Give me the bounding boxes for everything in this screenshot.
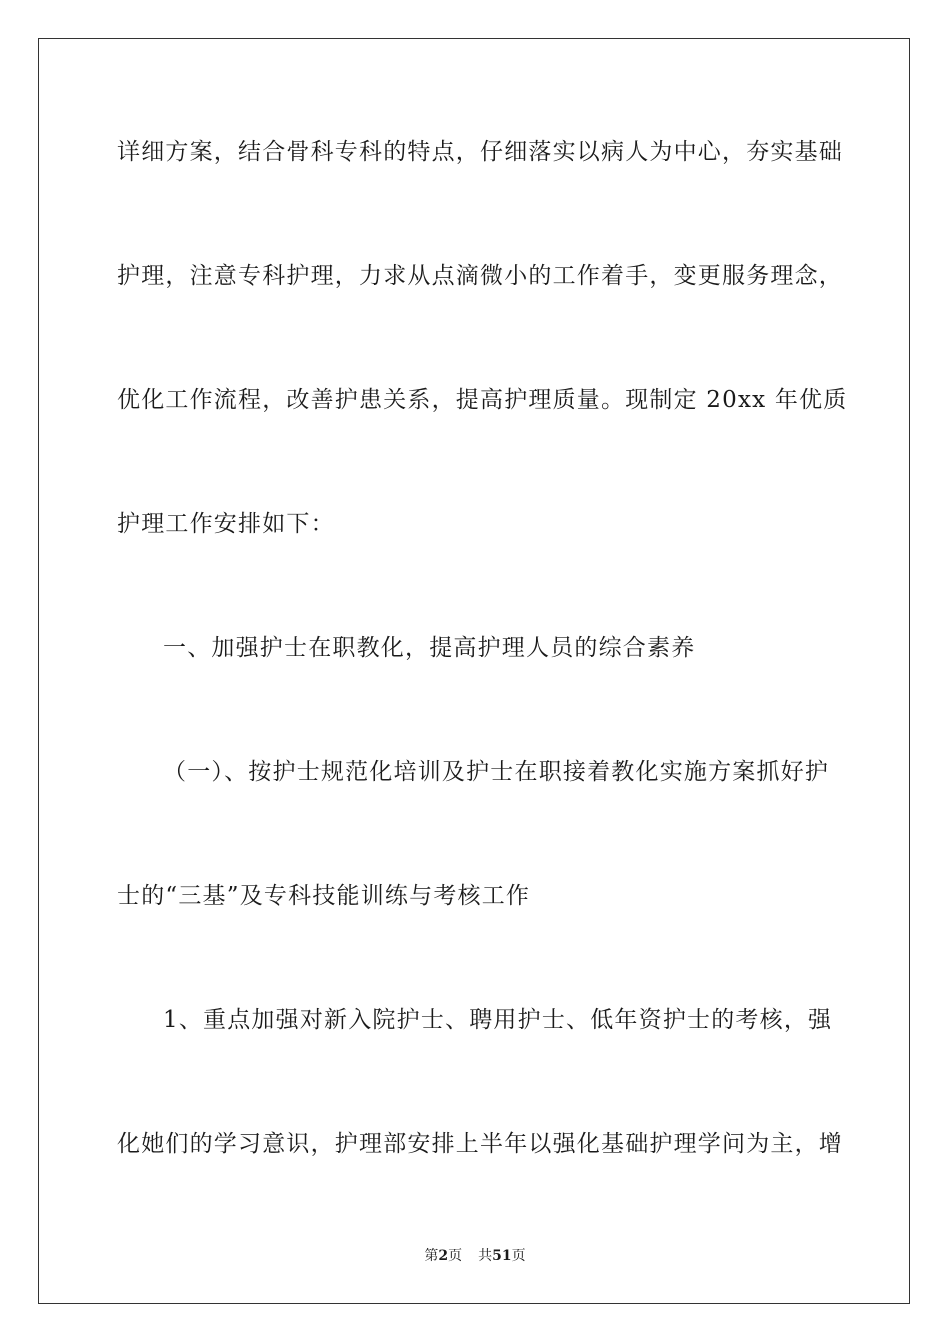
body-line-3: 优化工作流程，改善护患关系，提高护理质量。现制定 20xx 年优质: [117, 387, 848, 413]
footer-page-number: 2: [438, 1248, 449, 1264]
footer-total-prefix: 共: [478, 1248, 493, 1264]
body-line-1: 详细方案，结合骨科专科的特点，仔细落实以病人为中心，夯实基础: [117, 139, 843, 165]
body-line-2: 护理，注意专科护理，力求从点滴微小的工作着手，变更服务理念，: [117, 263, 843, 289]
footer-page-suffix: 页: [448, 1248, 463, 1264]
footer-total-pages: 51: [492, 1248, 512, 1264]
body-line-4: 护理工作安排如下：: [117, 511, 335, 537]
subsection-heading-1: （一）、按护士规范化培训及护士在职接着教化实施方案抓好护: [163, 759, 830, 785]
body-line-9: 化她们的学习意识，护理部安排上半年以强化基础护理学问为主，增: [117, 1131, 843, 1157]
footer-total-suffix: 页: [511, 1248, 526, 1264]
body-line-7: 士的“三基”及专科技能训练与考核工作: [117, 883, 531, 909]
section-heading-1: 一、加强护士在职教化，提高护理人员的综合素养: [163, 635, 696, 661]
page-footer: [0, 1246, 950, 1266]
footer-page-prefix: 第: [424, 1248, 439, 1264]
page-border: [38, 38, 910, 1304]
list-item-1: 1、重点加强对新入院护士、聘用护士、低年资护士的考核，强: [163, 1007, 833, 1033]
